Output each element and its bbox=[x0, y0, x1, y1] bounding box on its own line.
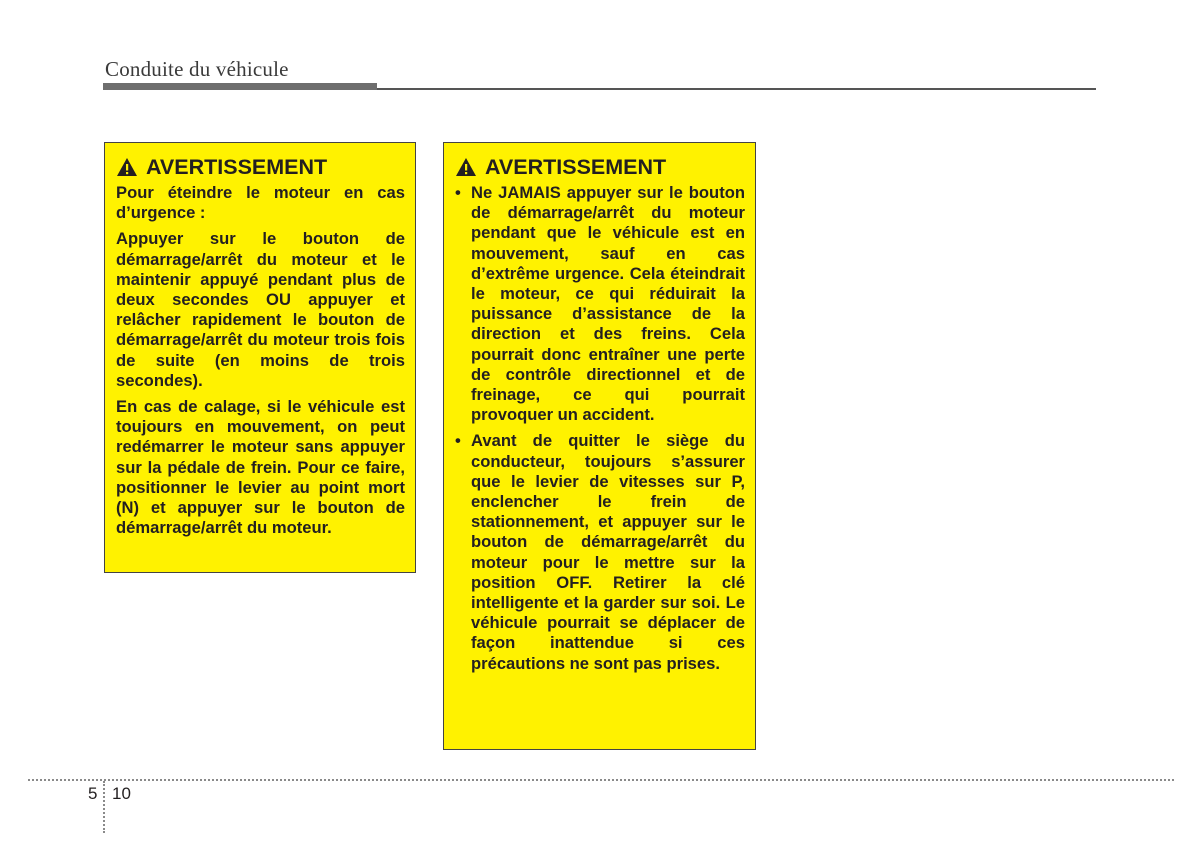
warning-heading bbox=[455, 155, 745, 179]
bullet-text: Avant de quitter le siège du conducteur, toujours s’assurer que le levier de vitesses sur P, enclencher le frein de stationnement, et appuyer sur le bouton de démarrage/arrêt du moteur pour le mettre sur la position OFF. Retirer la clé intelligente et la garder sur soi. Le véhicule pourrait se déplacer de façon inattendue si ces précautions ne sont pas prises. bbox=[471, 431, 745, 673]
warning-triangle-icon bbox=[455, 157, 477, 177]
header-rule-thin bbox=[377, 88, 1096, 90]
bullet-text: Ne JAMAIS appuyer sur le bouton de démarrage/arrêt du moteur pendant que le véhicule est en mouvement, sauf en cas d’extrême urgence. Cela éteindrait le moteur, ce qui réduirait la puissance d’assistance de la direction et des freins. Cela pourrait donc entraîner une perte de contrôle directionnel et de freinage, ce qui pourrait provoquer un accident. bbox=[471, 183, 745, 425]
warning-paragraph: En cas de calage, si le véhicule est toujours en mouvement, on peut redémarrer le moteur sans appuyer sur la pédale de frein. Pour ce faire, positionner le levier au point mort (N) et appuyer sur le bouton de démarrage/arrêt du moteur. bbox=[116, 397, 405, 538]
page-chapter-number: 5 bbox=[88, 784, 98, 803]
bullet-marker: • bbox=[455, 183, 461, 202]
list-item bbox=[455, 431, 745, 673]
list-item bbox=[455, 183, 745, 425]
warning-heading bbox=[116, 155, 405, 179]
footer-dotted-rule bbox=[28, 779, 1174, 781]
warning-paragraph: Pour éteindre le moteur en cas d’urgence : bbox=[116, 183, 405, 223]
header-rule-thick bbox=[103, 83, 377, 90]
warning-paragraph: Appuyer sur le bouton de démarrage/arrêt du moteur et le maintenir appuyé pendant plus de deux secondes OU appuyer et relâcher rapidement le bouton de démarrage/arrêt du moteur trois fois de suite (en moins de trois secondes). bbox=[116, 229, 405, 390]
warning-box-right bbox=[443, 142, 756, 750]
warning-bullet-list bbox=[455, 183, 745, 674]
warning-title: AVERTISSEMENT bbox=[146, 155, 328, 179]
warning-triangle-icon bbox=[116, 157, 138, 177]
page-number: 10 bbox=[112, 784, 131, 803]
page-header-title: Conduite du véhicule bbox=[105, 57, 289, 81]
footer-dotted-divider bbox=[103, 781, 105, 833]
warning-box-left bbox=[104, 142, 416, 573]
bullet-marker: • bbox=[455, 431, 461, 451]
warning-title: AVERTISSEMENT bbox=[485, 155, 667, 179]
